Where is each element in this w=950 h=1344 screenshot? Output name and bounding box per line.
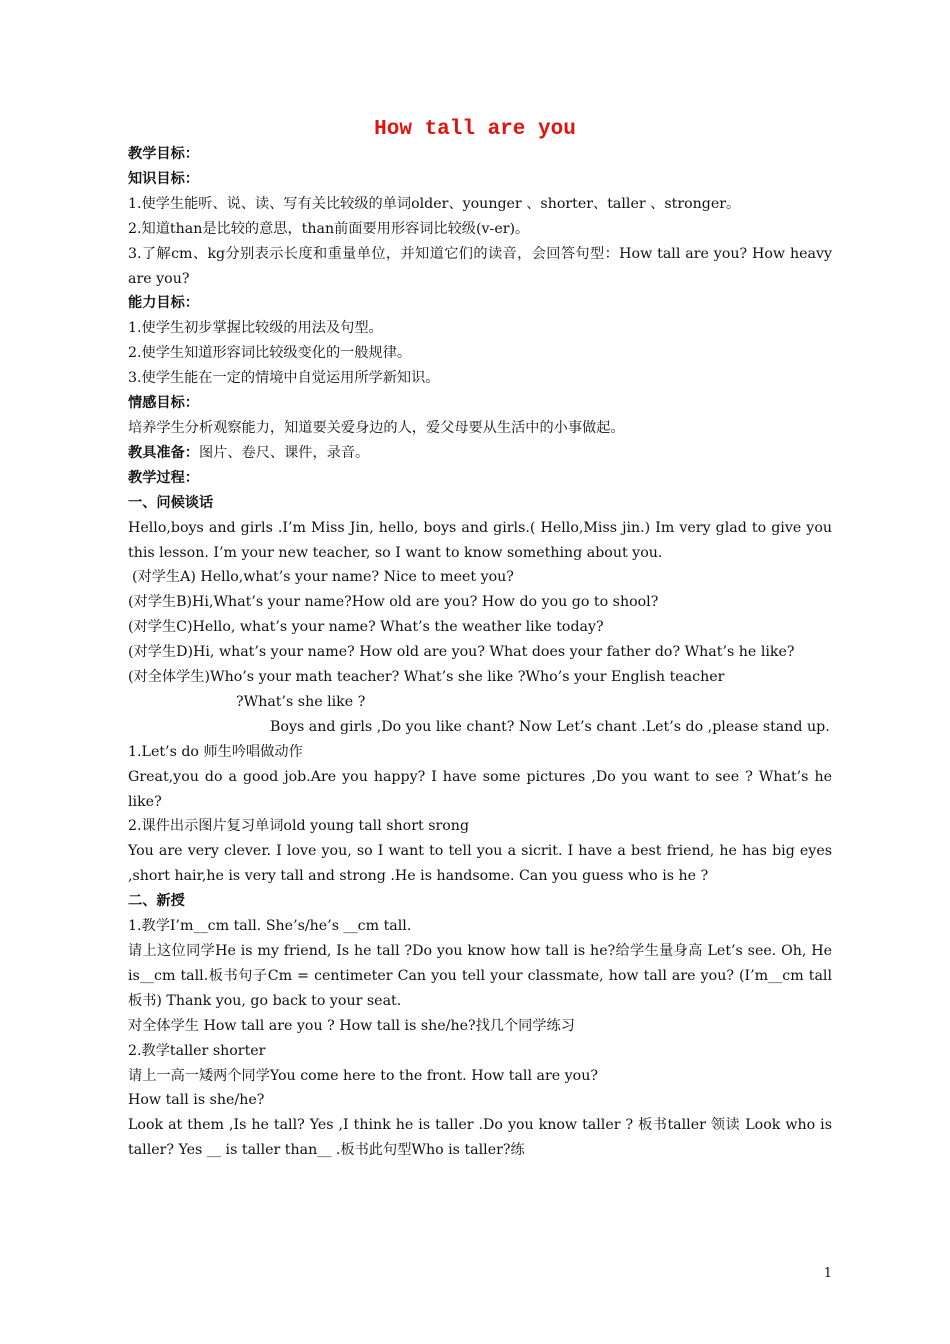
dialog-student-d-label: (对学生D) — [128, 644, 194, 661]
step-lets-do: 1.Let’s do 师生吟唱做动作 — [128, 743, 303, 760]
dialog-all-students-cont: ?What’s she like ? — [236, 693, 366, 710]
heading-emotion-goals: 情感目标： — [128, 395, 199, 412]
new-lesson-step-2-b: How tall is she/he? — [128, 1092, 265, 1109]
dialog-student-c: (对学生C)Hello, what’s your name? What’s the weather like today? — [128, 619, 604, 636]
teaching-tools-label: 教具准备： — [128, 444, 199, 461]
paragraph-chant: Boys and girls ,Do you like chant? Now Let’s chant .Let’s do ,please stand up. — [270, 718, 830, 735]
heading-teaching-process: 教学过程： — [128, 469, 199, 486]
dialog-all-students: (对全体学生)Who’s your math teacher? What’s she like ?Who’s your English teacher — [128, 669, 725, 686]
ability-item-1: 1.使学生初步掌握比较级的用法及句型。 — [128, 320, 383, 337]
section-greeting: 一、问候谈话 — [128, 494, 214, 511]
new-lesson-step-1-all: 对全体学生 How tall are you ? How tall is she/he?找几个同学练习 — [128, 1017, 575, 1034]
new-lesson-step-1-paragraph: 请上这位同学He is my friend, Is he tall ?Do you know how tall is he?给学生量身高 Let’s see. Oh, He is__cm tall.板书句子Cm = centimeter Can you tell your classmate, how tall are you? (I’m__cm tall板书) Thank you, go back to your seat. — [128, 943, 832, 1009]
knowledge-item-2: 2.知道than是比较的意思，than前面要用形容词比较级(v-er)。 — [128, 220, 530, 237]
ability-item-2: 2.使学生知道形容词比较级变化的一般规律。 — [128, 345, 412, 362]
section-new-lesson: 二、新授 — [128, 893, 185, 910]
new-lesson-step-2-c: Look at them ,Is he tall? Yes ,I think he is taller .Do you know taller ? 板书taller 领读 Look who is taller? Yes __ is taller than__ .板书此句型Who is taller?练 — [128, 1117, 832, 1159]
teaching-tools — [128, 441, 832, 466]
page-number: 1 — [823, 1266, 832, 1281]
new-lesson-step-1: 1.教学I’m__cm tall. She’s/he’s __cm tall. — [128, 918, 412, 935]
step-review-words: 2.课件出示图片复习单词old young tall short srong — [128, 818, 470, 835]
dialog-student-d — [128, 640, 832, 665]
document-body — [128, 142, 832, 1163]
new-lesson-step-2-a: 请上一高一矮两个同学You come here to the front. How tall are you? — [128, 1067, 598, 1084]
heading-ability-goals: 能力目标： — [128, 295, 199, 312]
emotion-item-1: 培养学生分析观察能力，知道要关爱身边的人，爱父母要从生活中的小事做起。 — [128, 419, 625, 436]
knowledge-item-1: 1.使学生能听、说、读、写有关比较级的单词older、younger 、shorter、taller 、stronger。 — [128, 195, 741, 212]
new-lesson-step-2: 2.教学taller shorter — [128, 1042, 266, 1059]
ability-item-3: 3.使学生能在一定的情境中自觉运用所学新知识。 — [128, 370, 440, 387]
paragraph-clever: You are very clever. I love you, so I want to tell you a sicrit. I have a best friend, he has big eyes ,short hair,he is very tall and strong .He is handsome. Can you guess who is he ? — [128, 843, 832, 885]
heading-knowledge-goals: 知识目标： — [128, 170, 199, 187]
document-title: How tall are you — [374, 118, 576, 141]
paragraph-hello: Hello,boys and girls .I’m Miss Jin, hello, boys and girls.( Hello,Miss jin.) Im very glad to give you this lesson. I’m your new teacher, so I want to know something about you. — [128, 519, 832, 561]
paragraph-great: Great,you do a good job.Are you happy? I have some pictures ,Do you want to see ? What’s he like? — [128, 768, 832, 810]
dialog-student-b: (对学生B)Hi,What’s your name?How old are you? How do you go to shool? — [128, 594, 659, 611]
dialog-student-d-text: Hi, what’s your name? How old are you? What does your father do? What’s he like? — [193, 644, 795, 661]
knowledge-item-3: 3.了解cm、kg分别表示长度和重量单位，并知道它们的读音，会回答句型：How tall are you? How heavy are you? — [128, 245, 832, 287]
teaching-tools-text: 图片、卷尺、课件，录音。 — [198, 444, 370, 461]
dialog-student-a: (对学生A) Hello,what’s your name? Nice to meet you? — [132, 569, 514, 586]
heading-teaching-goals: 教学目标： — [128, 146, 199, 162]
